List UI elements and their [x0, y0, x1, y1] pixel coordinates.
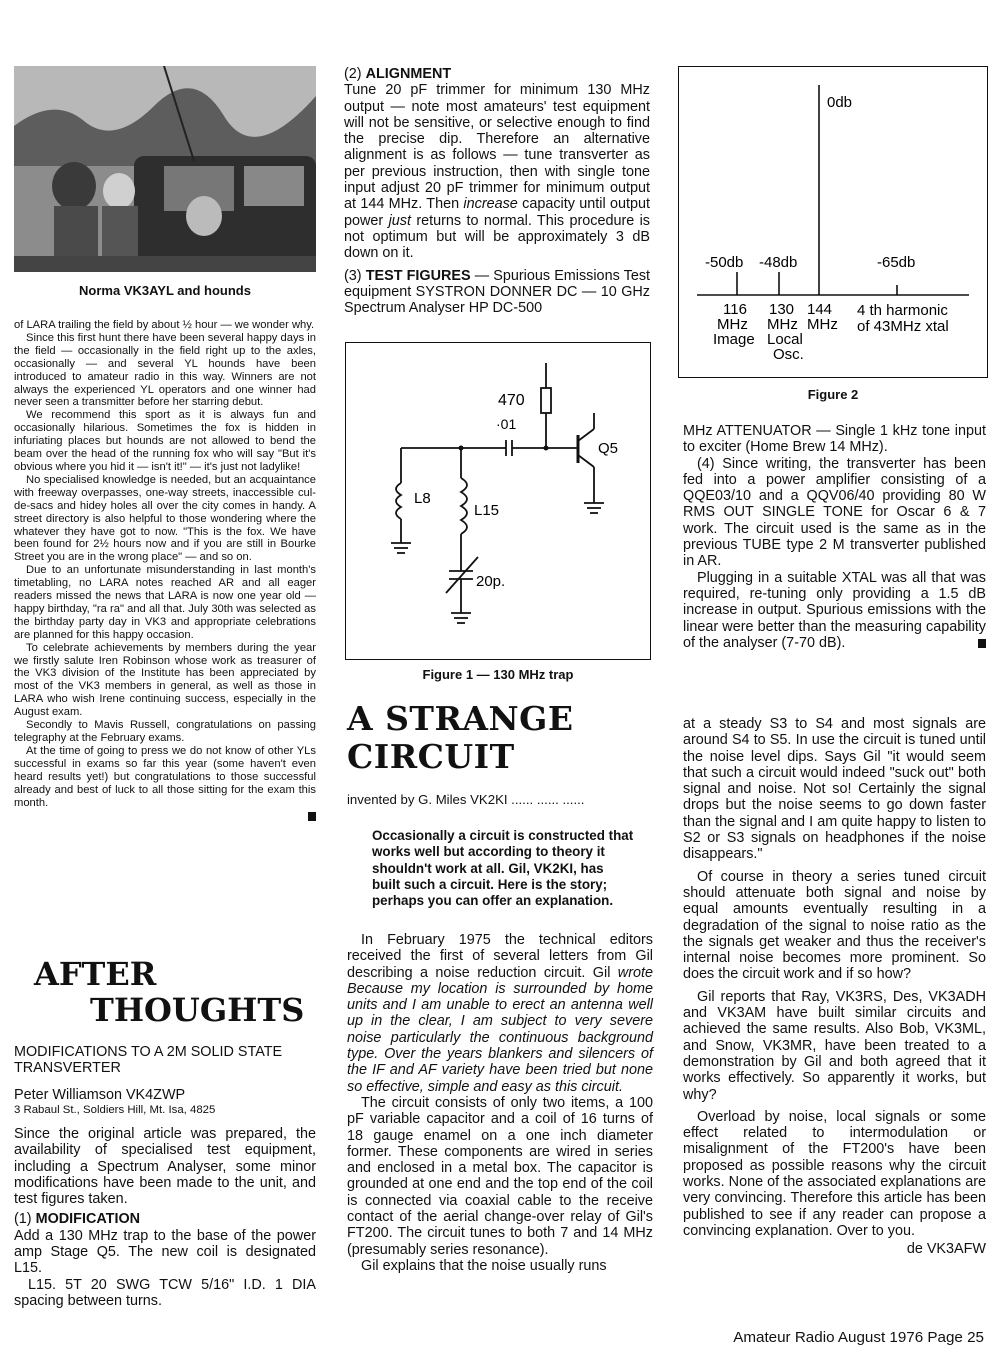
l15-label: L15	[474, 502, 500, 519]
end-mark	[308, 812, 316, 821]
paragraph: Of course in theory a series tuned circuit should attenuate both signal and noise by equal amounts eventually resulting in a degradation of the signal to noise ratio as the the signals get weaker and thus the receiver's internal noise becomes more prominent. So does the circuit work and if so how?	[683, 868, 986, 983]
paragraph: Plugging in a suitable XTAL was all that was required, re-tuning only providing a 1.5 dB increase in output. Spurious emissions with the linear were better than the measuring capability of the analyser (7-70 dB).	[683, 569, 986, 651]
freq-130-note2: Osc.	[773, 346, 804, 363]
figure-1-caption: Figure 1 — 130 MHz trap	[422, 667, 574, 682]
after-thoughts-subtitle: MODIFICATIONS TO A 2M SOLID STATE TRANSVERTER	[14, 1044, 283, 1077]
end-mark	[978, 639, 986, 648]
paragraph: Secondly to Mavis Russell, congratulations on passing telegraphy at the February exams.	[14, 719, 316, 744]
strange-circuit-body-mid	[347, 932, 653, 1274]
italic-run: just	[388, 212, 411, 229]
text-run: Tune 20 pF trimmer for minimum 130 MHz output — note most amateurs' test equipment will not be sensitive, or selective enough to find the precise dip. Therefore an alternative alignment is as follows — tune transverter as per previous instruction, then with single tone input adjust 20 pF trimmer for minimum output at 144 MHz. Then	[344, 82, 650, 213]
alignment-section	[344, 66, 650, 316]
freq-144-unit: MHz	[807, 316, 838, 333]
paragraph: Due to an unfortunate misunderstanding in last month's timetabling, no LARA notes reached AR and all eager readers missed the news that LARA is now one year old — happy birthday, "ra ra" and all that. July 30th was selected as the birthday party day in VK3 and appropriate celebrations are planned for this happy occasion.	[14, 564, 316, 641]
trimmer-label: 20p.	[476, 573, 506, 590]
l8-label: L8	[414, 490, 431, 507]
paragraph: To celebrate achievements by members during the year we firstly salute Iren Robinson whose work as treasurer of the VK3 division of the Institute has been appreciated by most of the VK3 members in general, as well as those in LARA who wish Irene continuing success, especially in the August exam.	[14, 641, 316, 719]
modification-text: Add a 130 MHz trap to the base of the power amp Stage Q5. The new coil is designated L15.	[14, 1227, 316, 1277]
freq-116-unit: MHz	[717, 316, 748, 333]
paragraph: MHz ATTENUATOR — Single 1 kHz tone input to exciter (Home Brew 14 MHz).	[683, 423, 986, 456]
strange-circuit-body-right	[683, 716, 986, 1258]
section-heading: ALIGNMENT	[365, 66, 452, 82]
paragraph: of LARA trailing the field by about ½ hour — we wonder why.	[14, 319, 315, 331]
paragraph: At the time of going to press we do not know of other YLs successful in exams so far this year (some haven't even heard results yet!) but congratulations to those successful already and best of luck to all those sitting for the exam this month.	[14, 744, 316, 809]
db-label-image: -50db	[705, 254, 744, 271]
transistor-label: Q5	[598, 440, 619, 457]
freq-116: 116	[723, 301, 747, 318]
author-name: Peter Williamson VK4ZWP	[14, 1087, 186, 1103]
after-thoughts-title-line1: AFTER	[34, 955, 157, 993]
paragraph: at a steady S3 to S4 and most signals are around S4 to S5. In use the circuit is tuned until the noise level dips. Says Gil "it would seem that such a circuit would indeed "suck out" both signal and noise. Not so! Certainly the signal drops but the noise seems to go down faster than the signal and I am quite happy to listen to S2 or S3 signals on headphones if the noise disappears."	[683, 716, 986, 863]
italic-quote: wrote Because my location is surrounded by home units and I am unable to erect an antenna well up in the clear, I am subject to very severe noise particularly the continuous background type. Over the years blankers and silencers of the IF and AF variety have been tried but none so effective, simple and easy as this circuit.	[347, 964, 653, 1095]
paragraph: (4) Since writing, the transverter has been fed into a power amplifier consisting of a QQE03/10 and a QQV06/40 providing 80 W RMS OUT SINGLE TONE for Oscar 6 & 7 work. The circuit used is the same as in the previous TUBE type 2 M transverter published in AR.	[683, 455, 986, 570]
intro-paragraph: Since the original article was prepared, the availability of specialised test equipment, including a Spectrum Analyser, some minor modifications have been made to the unit, and test figures taken.	[14, 1126, 316, 1208]
italic-run: increase	[463, 196, 518, 213]
harmonic-label-line2: of 43MHz xtal	[857, 318, 949, 335]
freq-116-note: Image	[713, 331, 755, 348]
paragraph: Gil reports that Ray, VK3RS, Des, VK3ADH and VK3AM have built similar circuits and achieved the same results. Also Bob, VK3ML, and Snow, VK3MR, have been treated to a demonstration by Gil and both agreed that it works effectively. So apparently it works, but why?	[683, 988, 986, 1103]
test-figures-continued	[683, 423, 986, 651]
figure-1-circuit	[346, 343, 649, 658]
section-heading: MODIFICATION	[35, 1211, 141, 1228]
freq-144: 144	[807, 301, 833, 318]
section-number: (1)	[14, 1211, 32, 1228]
text-run: returns to normal. This procedure is not optimum but will be approximately 3 dB down on it.	[344, 212, 650, 262]
coil-spec: L15. 5T 20 SWG TCW 5/16" I.D. 1 DIA spacing between turns.	[14, 1276, 316, 1309]
photo-caption: Norma VK3AYL and hounds	[79, 283, 251, 298]
freq-130: 130	[769, 301, 795, 318]
paragraph: Overload by noise, local signals or some effect related to intermodulation or misalignment of the FT200's have been proposed as possible reasons why the circuit works. None of the associated explanations are very convincing. Therefore this article has been published to see if any reader can propose a convincing explanation. Over to you.	[683, 1108, 986, 1239]
db-label-local-osc: -48db	[759, 254, 798, 271]
paragraph: Since this first hunt there have been several happy days in the field — occasionally in the field right up to the axles, occasionally — and several YL hounds have been introduced to amateur radio in this way. Winners are not always the experienced YL operators and one winner had never seen a transmitter before her starring debut.	[14, 331, 316, 409]
figure-2-spectrum	[679, 67, 986, 376]
strange-circuit-title-line2: CIRCUIT	[347, 737, 515, 776]
peak-label: 0db	[827, 94, 853, 111]
db-label-harmonic: -65db	[877, 254, 916, 271]
author-address: 3 Rabaul St., Soldiers Hill, Mt. Isa, 4825	[14, 1104, 216, 1116]
strange-circuit-title-line1: A STRANGE	[347, 699, 574, 738]
strange-circuit-intro: Occasionally a circuit is constructed that works well but according to theory it shouldn't work at all. Gil, VK2KI, has built such a circuit. Here is the story; perhaps you can offer an explanation.	[372, 828, 634, 909]
section-number: (2)	[344, 66, 362, 82]
strange-circuit-byline: invented by G. Miles VK2KI ...... ...... ......	[347, 792, 585, 807]
photo-illustration	[14, 66, 316, 272]
paragraph: Gil explains that the noise usually runs	[361, 1257, 607, 1274]
freq-130-unit: MHz	[767, 316, 798, 333]
alignment-text	[344, 82, 650, 261]
harmonic-label-line1: 4 th harmonic	[857, 302, 948, 319]
paragraph	[347, 932, 653, 1095]
freq-130-note1: Local	[767, 331, 803, 348]
text-run: capacity until output power	[344, 196, 651, 229]
page-footer: Amateur Radio August 1976 Page 25	[733, 1329, 984, 1346]
figure-2-box	[678, 66, 988, 378]
text-run: — Spurious Emissions Test equipment SYSTRON DONNER DC — 10 GHz Spectrum Analyser HP DC-500	[344, 267, 651, 317]
signoff: de VK3AFW	[906, 1241, 986, 1258]
after-thoughts-body	[14, 1126, 316, 1309]
section-heading: TEST FIGURES	[365, 267, 471, 284]
after-thoughts-title-line2: THOUGHTS	[90, 991, 305, 1029]
figure-1-box	[345, 342, 651, 660]
modification-heading	[14, 1211, 316, 1227]
alignment-heading	[344, 66, 650, 82]
text-run: In February 1975 the technical editors received the first of several letters from Gil describing a noise reduction circuit. Gil	[347, 932, 653, 981]
capacitor-label: ·01	[496, 416, 517, 432]
figure-2-caption: Figure 2	[807, 387, 859, 402]
resistor-label: 470	[498, 392, 525, 409]
paragraph: We recommend this sport as it is always fun and occasionally hilarious. Sometimes the fox is hidden in infuriating places but hounds are not allowed to bend the beam over the head of the running fox who will say "But it's obvious where you hid it — isn't it!" — it's just not ladylike!	[14, 409, 316, 473]
photo-norma-and-hounds	[14, 66, 316, 272]
section-number: (3)	[344, 267, 362, 284]
paragraph: No specialised knowledge is needed, but an acquaintance with freeway overpasses, one-way streets, inaccessible cul-de-sacs and hidey holes all over the city comes in handy. A street directory is also helpful to those wondering where the whatever they have got to now. "This is the fox. We have been found for 2½ hours now and if you are still in Bourke Street you are in the wrong place" — and so on.	[14, 473, 316, 564]
test-figures-text	[344, 268, 650, 317]
paragraph: The circuit consists of only two items, a 100 pF variable capacitor and a coil of 16 turns of 18 gauge enamel on a one inch diameter former. These components are wired in series and enclosed in a metal box. The capacitor is grounded at one end and the top end of the coil is connected via coaxial cable to the receive contact of the aerial change-over relay of Gil's FT200. The circuit tunes to both 7 and 14 MHz (presumably series resonance).	[347, 1094, 653, 1258]
lara-column-text	[14, 319, 316, 821]
